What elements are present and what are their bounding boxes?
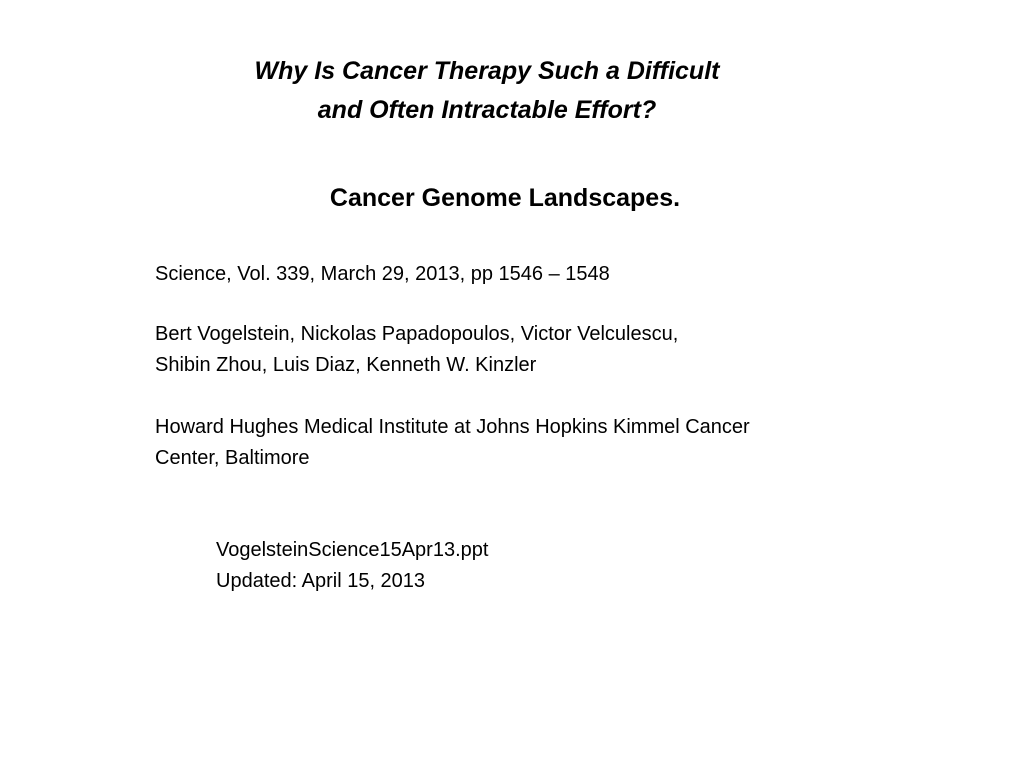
slide-question-heading: [212, 52, 762, 130]
question-line-2: and Often Intractable Effort?: [317, 96, 657, 124]
paper-title: Cancer Genome Landscapes.: [329, 184, 681, 212]
authors: [155, 319, 678, 381]
affiliation-line-2: Center, Baltimore: [155, 447, 310, 469]
file-info: [216, 535, 488, 597]
affiliation-line-1: Howard Hughes Medical Institute at Johns Hopkins Kimmel Cancer: [155, 416, 750, 438]
citation-text: Science, Vol. 339, March 29, 2013, pp 1546 – 1548: [155, 263, 610, 285]
citation: [155, 259, 610, 290]
affiliation: [155, 412, 750, 474]
file-name: VogelsteinScience15Apr13.ppt: [216, 539, 489, 561]
authors-line-2: Shibin Zhou, Luis Diaz, Kenneth W. Kinzler: [155, 354, 537, 376]
question-line-1: Why Is Cancer Therapy Such a Difficult: [254, 57, 720, 85]
updated-date: Updated: April 15, 2013: [216, 570, 426, 592]
authors-line-1: Bert Vogelstein, Nickolas Papadopoulos, Victor Velculescu,: [155, 323, 679, 345]
